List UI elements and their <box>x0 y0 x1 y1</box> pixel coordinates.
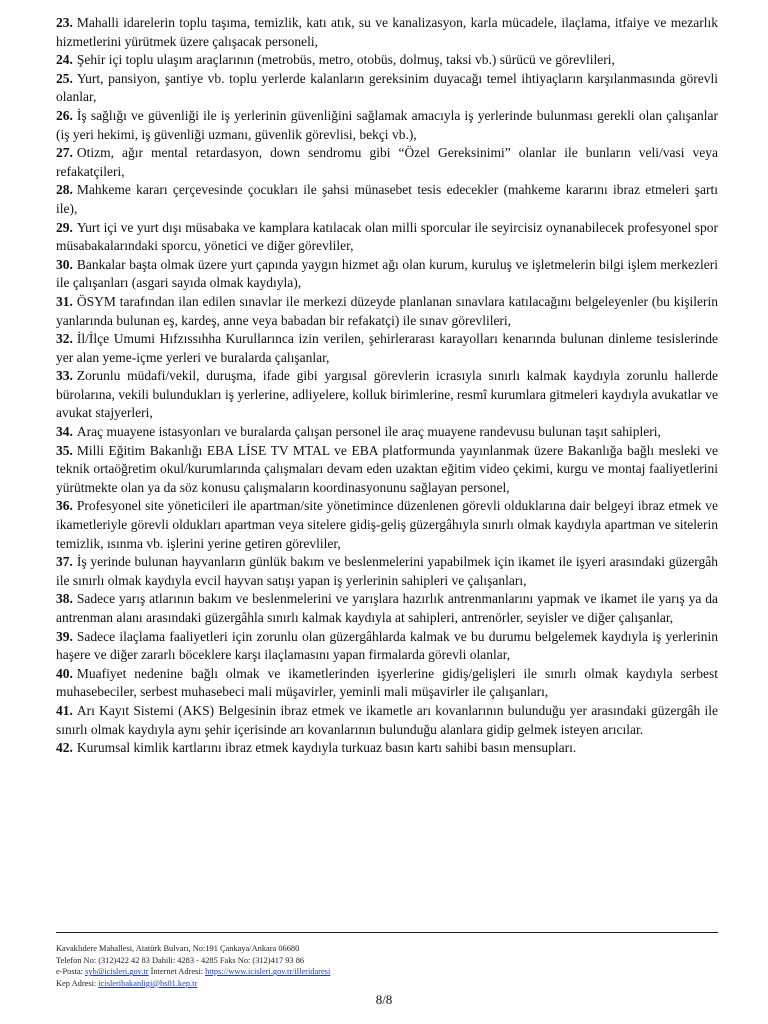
email-label: e-Posta: <box>56 967 86 977</box>
footer-address: Kavaklıdere Mahallesi, Atatürk Bulvarı, No:191 Çankaya/Ankara 06680 <box>56 944 300 953</box>
item-text: Yurt, pansiyon, şantiye vb. toplu yerlerde kalanların gereksinim duyacağı temel ihtiyaçların karşılanmasında görevli olanlar, <box>56 70 718 105</box>
item-number: 31. <box>56 293 73 309</box>
web-link[interactable]: https://www.icisleri.gov.tr/illeridaresi <box>205 967 331 977</box>
item-text: İş sağlığı ve güvenliği ile iş yerlerinin güvenliğini sağlamak amacıyla iş yerlerinde bulunması gerekli olan çalışanlar (iş yeri hekimi, iş güvenliği uzmanı, güvenlik görevlisi, bekçi vb.), <box>56 107 718 142</box>
list-item <box>56 665 718 702</box>
list-item <box>56 219 718 256</box>
item-number: 41. <box>56 702 73 718</box>
item-text: Zorunlu müdafi/vekil, duruşma, ifade gibi yargısal görevlerin icrasıyla sınırlı kalmak kaydıyla zorunlu hallerde bürolarına, vekili bulundukları iş yerlerine, adliyelere, kolluk birimlerine, resmî kurumlara gitmeleri kaydıyla avukatlar ve avukat stajyerleri, <box>56 368 718 421</box>
list-item <box>56 51 718 70</box>
item-number: 37. <box>56 554 73 570</box>
kep-label: Kep Adresi: <box>56 978 99 988</box>
list-item <box>56 330 718 367</box>
list-item <box>56 107 718 144</box>
item-number: 25. <box>56 70 73 86</box>
item-text: İş yerinde bulunan hayvanların günlük bakım ve beslenmelerini yapabilmek için ikamet ile işyeri arasındaki güzergâh ile sınırlı olmak kaydıyla evcil hayvan satışı yapan iş yerlerinin sahipleri ve çalışanları, <box>56 554 718 588</box>
item-text: İl/İlçe Umumi Hıfzıssıhha Kurullarınca izin verilen, şehirlerarası karayolları kenarında bulunan dinleme tesislerinde yer alan yeme-içme yerleri ve buralarda çalışanlar, <box>56 331 718 365</box>
item-list <box>56 14 718 758</box>
list-item <box>56 590 718 627</box>
item-number: 33. <box>56 368 73 384</box>
item-text: Araç muayene istasyonları ve buralarda çalışan personel ile araç muayene randevusu bulunan taşıt sahipleri, <box>76 424 661 440</box>
web-label: İnternet Adresi: <box>148 967 206 977</box>
footer-contact <box>56 966 718 978</box>
item-text: Muafiyet nedenine bağlı olmak ve ikametlerinden işyerlerine gidiş/gelişleri ile sınırlı olmak kaydıyla serbest muhasebeciler, serbest muhasebeci mali müşavirler, yeminli mali müşavirler ile çalışanları, <box>56 665 718 700</box>
item-text: Profesyonel site yöneticileri ile apartman/site yönetimince düzenlenen görevli olduklarına dair belgeyi ibraz etmek ve ikametleriyle görevli oldukları apartman veya sitelere gidiş-geliş güzergâhıyla sınırlı olmak kaydıyla apartman ve sitelerin temizlik, ısınma vb. işlerini yerine getiren görevliler, <box>56 498 718 551</box>
item-number: 32. <box>56 331 73 347</box>
item-text: Bankalar başta olmak üzere yurt çapında yaygın hizmet ağı olan kurum, kuruluş ve işletmelerin bilgi işlem merkezleri ile çalışanları (asgari sayıda olmak kaydıyla), <box>56 256 718 291</box>
item-number: 39. <box>56 628 73 644</box>
item-number: 40. <box>56 665 73 681</box>
item-text: ÖSYM tarafından ilan edilen sınavlar ile merkezi düzeyde planlanan sınavlara katılacağını belgeleyenler (bu kişilerin yanlarında bulunan eş, kardeş, anne veya babadan bir refakatçi) ile sınav görevlileri, <box>56 293 718 328</box>
page-number: 8/8 <box>375 992 393 1007</box>
footer-divider <box>56 932 718 933</box>
item-text: Milli Eğitim Bakanlığı EBA LİSE TV MTAL ve EBA platformunda yayınlanmak üzere Bakanlığa bağlı mesleki ve teknik ortaöğretim okul/kurumlarında çalışmaları devam eden uzaktan eğitim video çekimi, kurgu ve montaj faaliyetlerini yürütmekte olan ya da söz konusu çalışmaların koordinasyonunu sağlayan personel, <box>56 442 718 495</box>
list-item <box>56 702 718 739</box>
list-item <box>56 181 718 218</box>
list-item <box>56 144 718 181</box>
item-number: 28. <box>56 182 73 198</box>
list-item <box>56 70 718 107</box>
list-item <box>56 293 718 330</box>
item-number: 24. <box>56 52 73 68</box>
list-item <box>56 442 718 498</box>
item-text: Mahalli idarelerin toplu taşıma, temizlik, katı atık, su ve kanalizasyon, karla mücadele, ilaçlama, itfaiye ve mezarlık hizmetlerini yürütmek üzere çalışacak personeli, <box>56 15 718 49</box>
item-number: 34. <box>56 424 73 440</box>
item-text: Sadece yarış atlarının bakım ve beslenmelerini ve yarışlara hazırlık antrenmanlarını yapmak ve ikamet ile yarış ya da antrenman alanı arasındaki güzergâhla sınırlı kalmak kaydıyla at sahipleri, antrenörler, seyisler ve diğer çalışanlar, <box>56 591 718 625</box>
footer-kep <box>56 978 718 990</box>
list-item <box>56 256 718 293</box>
item-number: 23. <box>56 15 73 30</box>
kep-link[interactable]: icisleribakanligi@hs01.kep.tr <box>98 978 198 988</box>
item-number: 38. <box>56 591 73 607</box>
item-text: Arı Kayıt Sistemi (AKS) Belgesinin ibraz etmek ve ikametle arı kovanlarının bulunduğu yer arasındaki güzergâh ile sınırlı olmak kaydıyla aynı şehir içerisinde arı kovanlarının bulunduğu alanlara gidip gelmek isteyen arıcılar. <box>56 702 718 737</box>
item-text: Otizm, ağır mental retardasyon, down sendromu gibi “Özel Gereksinimi” olanlar ile bunların veli/vasi veya refakatçileri, <box>56 145 718 179</box>
item-number: 35. <box>56 442 73 458</box>
list-item <box>56 553 718 590</box>
item-number: 42. <box>56 740 73 756</box>
list-item <box>56 423 718 442</box>
list-item <box>56 739 718 758</box>
list-item <box>56 14 718 51</box>
item-text: Mahkeme kararı çerçevesinde çocukları ile şahsi münasebet tesis edecekler (mahkeme kararını ibraz etmeleri şartı ile), <box>56 182 718 216</box>
list-item <box>56 497 718 553</box>
item-text: Kurumsal kimlik kartlarını ibraz etmek kaydıyla turkuaz basın kartı sahibi basın mensupları. <box>76 740 577 756</box>
list-item <box>56 367 718 423</box>
footer-phone: Telefon No: (312)422 42 83 Dahili: 4283 - 4285 Faks No: (312)417 93 86 <box>56 955 305 965</box>
item-text: Şehir içi toplu ulaşım araçlarının (metrobüs, metro, otobüs, dolmuş, taksi vb.) sürücü ve görevlileri, <box>76 52 615 68</box>
item-number: 36. <box>56 498 73 514</box>
item-number: 29. <box>56 219 73 235</box>
item-text: Yurt içi ve yurt dışı müsabaka ve kamplara katılacak olan milli sporcular ile seyircisiz oynanabilecek profesyonel spor müsabakalarındaki sporcu, yönetici ve diğer görevliler, <box>56 219 718 254</box>
item-number: 26. <box>56 107 73 123</box>
item-text: Sadece ilaçlama faaliyetleri için zorunlu olan güzergâhlarda kalmak ve bu durumu belgelemek kaydıyla iş yerlerinin haşere ve diğer zararlı böceklere karşı ilaçlamasını yapan firmalarda görevli olanlar, <box>56 628 718 663</box>
item-number: 30. <box>56 256 73 272</box>
footer <box>56 943 718 989</box>
email-link[interactable]: syb@icisleri.gov.tr <box>85 967 149 977</box>
item-number: 27. <box>56 145 73 161</box>
list-item <box>56 628 718 665</box>
